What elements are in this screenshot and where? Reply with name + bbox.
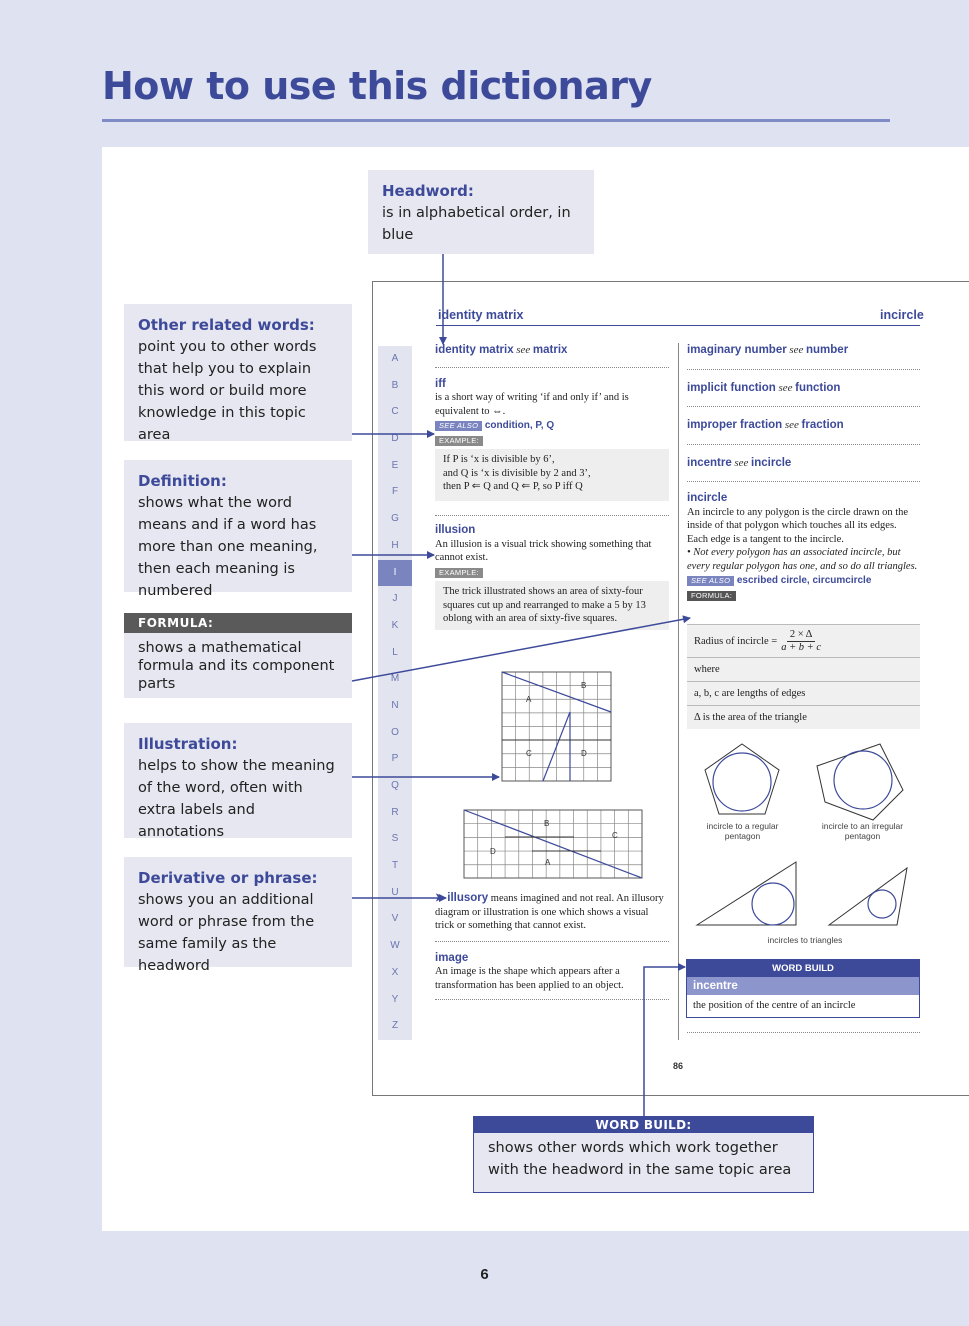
formula-callout-body: shows a mathematical formula and its component parts xyxy=(138,640,335,692)
headword-callout-body: is in alphabetical order, in blue xyxy=(382,205,571,243)
alphabet-tab-y: Y xyxy=(391,993,399,1005)
example-box: If P is ‘x is divisible by 6’, and Q is ‘x is divisible by 2 and 3’, then P ⇐ Q and Q ⇐ P, so P iff Q xyxy=(435,449,669,501)
page-title: How to use this dictionary xyxy=(102,64,652,108)
alphabet-tab-q: Q xyxy=(391,780,399,791)
word-build-word: incentre xyxy=(687,977,919,995)
derivative-body: shows you an additional word or phrase from the same family as the headword xyxy=(138,892,315,974)
cross-reference: matrix xyxy=(532,344,568,356)
headword: incircle xyxy=(687,492,728,504)
illustration-heading: Illustration: xyxy=(138,735,238,753)
caption-regular-pentagon: incircle to a regular pentagon xyxy=(706,821,779,841)
alphabet-tab-o: O xyxy=(391,726,399,738)
grid-label: A xyxy=(545,858,551,867)
alphabet-tab-j: J xyxy=(392,593,398,605)
definition: An image is the shape which appears after a transformation has been applied to an object. xyxy=(435,966,624,991)
grid-label: A xyxy=(526,695,532,704)
grid-label: D xyxy=(581,749,587,758)
usage-note: • Not every polygon has an associated incircle, but every regular polygon has one, and so do all triangles. xyxy=(687,547,918,572)
grid-label: D xyxy=(490,847,496,856)
alphabet-tab-m: M xyxy=(390,673,400,685)
alphabet-tab-f: F xyxy=(391,486,399,498)
alphabet-tab-e: E xyxy=(391,459,399,471)
derivative-heading: Derivative or phrase: xyxy=(138,869,318,887)
example-box: The trick illustrated shows an area of sixty-four squares cut up and rearranged to make a 5 by 13 oblong with an area of sixty-five squares. xyxy=(435,581,669,630)
alphabet-tab-d: D xyxy=(391,433,399,445)
headword: illusion xyxy=(435,524,476,536)
alphabet-tab-n: N xyxy=(391,699,399,711)
see-also-tag: SEE ALSO xyxy=(435,421,482,431)
entry-identity-matrix: identity matrix see matrix xyxy=(435,344,568,356)
sample-page-number: 86 xyxy=(673,1061,684,1071)
entry-imaginary-number: imaginary number see number xyxy=(687,344,849,356)
grid-label: B xyxy=(544,819,550,828)
formula-delta: Δ is the area of the triangle xyxy=(687,705,920,729)
definition: An incircle to any polygon is the circle drawn on the inside of that polygon which touches all its edges. Each edge is a tangent to the incircle. xyxy=(687,506,909,545)
entry-illusory: ➤ illusory means imagined and not real. An illusory diagram or illustration is one which shows a visual trick or something that cannot exist. xyxy=(435,892,664,931)
word-build-header: WORD BUILD xyxy=(687,960,919,977)
alphabet-tab-a: A xyxy=(391,353,399,364)
see-also-tag: SEE ALSO xyxy=(687,576,734,586)
alphabet-tab-h: H xyxy=(391,539,399,551)
definition: An illusion is a visual trick showing something that cannot exist. xyxy=(435,538,652,563)
alphabet-tab-l: L xyxy=(392,646,398,658)
related-words-body: point you to other words that help you to explain this word or build more knowledge in this topic area xyxy=(138,339,317,443)
alphabet-tab-t: T xyxy=(391,860,399,872)
formula-where: where xyxy=(687,657,920,681)
headword: image xyxy=(435,951,469,964)
grid-label: C xyxy=(526,749,532,758)
alphabet-tab-g: G xyxy=(391,513,399,525)
alphabet-tab-p: P xyxy=(391,753,399,765)
caption-triangles: incircles to triangles xyxy=(767,935,843,945)
headword: iff xyxy=(435,377,446,390)
formula-lhs: Radius of incircle = xyxy=(694,635,778,647)
derivative-word: illusory xyxy=(447,892,489,904)
alphabet-tab-i: I xyxy=(378,560,412,587)
headword-callout-heading: Headword: xyxy=(382,182,474,200)
alphabet-tab-b: B xyxy=(391,379,399,391)
alphabet-tab-v: V xyxy=(391,913,399,925)
example-tag: EXAMPLE: xyxy=(435,436,483,446)
word-build-callout-body: shows other words which work together with the headword in the same topic area xyxy=(488,1140,792,1178)
example-tag: EXAMPLE: xyxy=(435,568,483,578)
word-build-definition: the position of the centre of an incircle xyxy=(693,1000,856,1011)
formula-callout-heading: FORMULA: xyxy=(124,613,352,633)
page-number: 6 xyxy=(480,1266,489,1283)
grid-label: C xyxy=(612,831,618,840)
alphabet-tab-z: Z xyxy=(391,1020,399,1032)
definition-heading: Definition: xyxy=(138,472,227,490)
alphabet-tab-c: C xyxy=(391,406,399,418)
running-head-left: identity matrix xyxy=(438,308,524,322)
entry-implicit-function: implicit function see function xyxy=(687,381,841,394)
definition-body: shows what the word means and if a word has more than one meaning, then each meaning is numbered xyxy=(138,495,318,599)
grid-label: B xyxy=(581,681,587,690)
alphabet-tab-x: X xyxy=(391,966,399,978)
see-also-words: condition, P, Q xyxy=(484,420,555,431)
formula-abc: a, b, c are lengths of edges xyxy=(687,681,920,705)
alphabet-tab-r: R xyxy=(391,806,399,818)
running-head-right: incircle xyxy=(880,308,924,322)
alphabet-tab-w: W xyxy=(390,940,400,952)
alphabet-tab-u: U xyxy=(391,886,399,898)
see-also-words: escribed circle, circumcircle xyxy=(736,575,872,586)
illustration-body: helps to show the meaning of the word, often with extra labels and annotations xyxy=(138,758,335,840)
caption-irregular-pentagon: incircle to an irregular pentagon xyxy=(821,821,904,841)
entry-incentre: incentre see incircle xyxy=(687,456,792,469)
headword: identity matrix xyxy=(435,344,514,356)
alphabet-tab-k: K xyxy=(391,619,399,631)
alphabet-tab-s: S xyxy=(391,833,399,845)
word-build-callout-heading: WORD BUILD: xyxy=(474,1117,813,1133)
definition: is a short way of writing ‘if and only if’ and is equivalent to ⇔. xyxy=(435,392,629,417)
related-words-heading: Other related words: xyxy=(138,316,315,334)
entry-improper-fraction: improper fraction see fraction xyxy=(687,419,844,431)
formula-fraction: $\frac{2 \times \Delta}{a + b + c}$ xyxy=(781,628,822,653)
formula-tag: FORMULA: xyxy=(687,591,736,601)
